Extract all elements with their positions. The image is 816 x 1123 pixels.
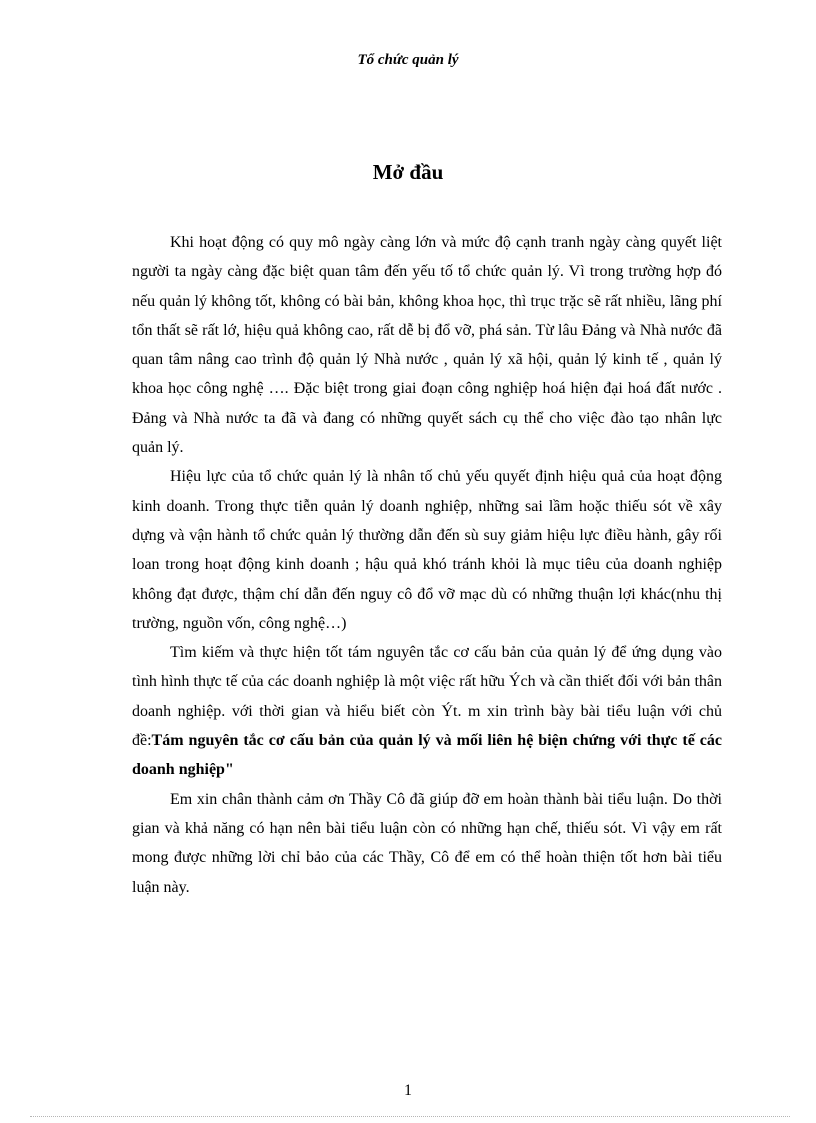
paragraph-intro: Khi hoạt động có quy mô ngày càng lớn và mức độ cạnh tranh ngày càng quyết liệt người ta ngày càng đặc biệt quan tâm đến yếu tố tổ chức quản lý. Vì trong trường hợp đó nếu quản lý không tốt, không có bài bản, không khoa học, thì trục trặc sẽ rất nhiều, lãng phí tổn thất sẽ rất lớ, hiệu quả không cao, rất dễ bị đổ vỡ, phá sản. Từ lâu Đảng và Nhà nước đã quan tâm nâng cao trình độ quản lý Nhà nước , quản lý xã hội, quản lý kinh tế , quản lý khoa học công nghệ …. Đặc biệt trong giai đoạn công nghiệp hoá hiện đại hoá đất nước . Đảng và Nhà nước ta đã và đang có những quyết sách cụ thể cho việc đào tạo nhân lực quản lý. xyxy=(132,234,722,457)
running-header: Tổ chức quản lý xyxy=(357,52,459,68)
body-text xyxy=(132,228,722,902)
paragraph-topic-lead: Tìm kiếm và thực hiện tốt tám nguyên tắc cơ cấu bản của quản lý để ứng dụng vào tình hình thực tế của các doanh nghiệp là một việc rất hữu Ých và cần thiết đối với bản thân doanh nghiệp. với thời gian và hiểu biết còn Ýt. m xin trình bày bài tiểu luận với chủ đề: xyxy=(132,644,722,750)
paragraph-effectiveness: Hiệu lực của tổ chức quản lý là nhân tố chủ yếu quyết định hiệu quả của hoạt động kinh doanh. Trong thực tiễn quản lý doanh nghiệp, những sai lầm hoặc thiếu sót về xây dựng và vận hành tổ chức quản lý thường dẫn đến sù suy giảm hiệu lực điều hành, gây rối loan trong hoạt động kinh doanh ; hậu quả khó tránh khỏi là mục tiêu của doanh nghiệp không đạt được, thậm chí dẫn đến nguy cô đổ vỡ mạc dù có những thuận lợi khác(nhu thị trường, nguồn vốn, công nghệ…) xyxy=(132,468,722,632)
page-title: Mở đầu xyxy=(372,160,444,184)
footer-divider xyxy=(30,1116,790,1117)
paragraph-thanks: Em xin chân thành cảm ơn Thầy Cô đã giúp đỡ em hoàn thành bài tiểu luận. Do thời gian và khả năng có hạn nên bài tiểu luận còn có những hạn chế, thiếu sót. Vì vậy em rất mong được những lời chỉ bảo của các Thầy, Cô để em có thể hoàn thiện tốt hơn bài tiểu luận này. xyxy=(132,790,722,896)
page-number: 1 xyxy=(404,1082,412,1099)
essay-topic: Tám nguyên tắc cơ cấu bản của quản lý và mối liên hệ biện chứng với thực tế các doanh nghiệp" xyxy=(132,732,722,779)
paragraph-topic xyxy=(132,638,722,784)
